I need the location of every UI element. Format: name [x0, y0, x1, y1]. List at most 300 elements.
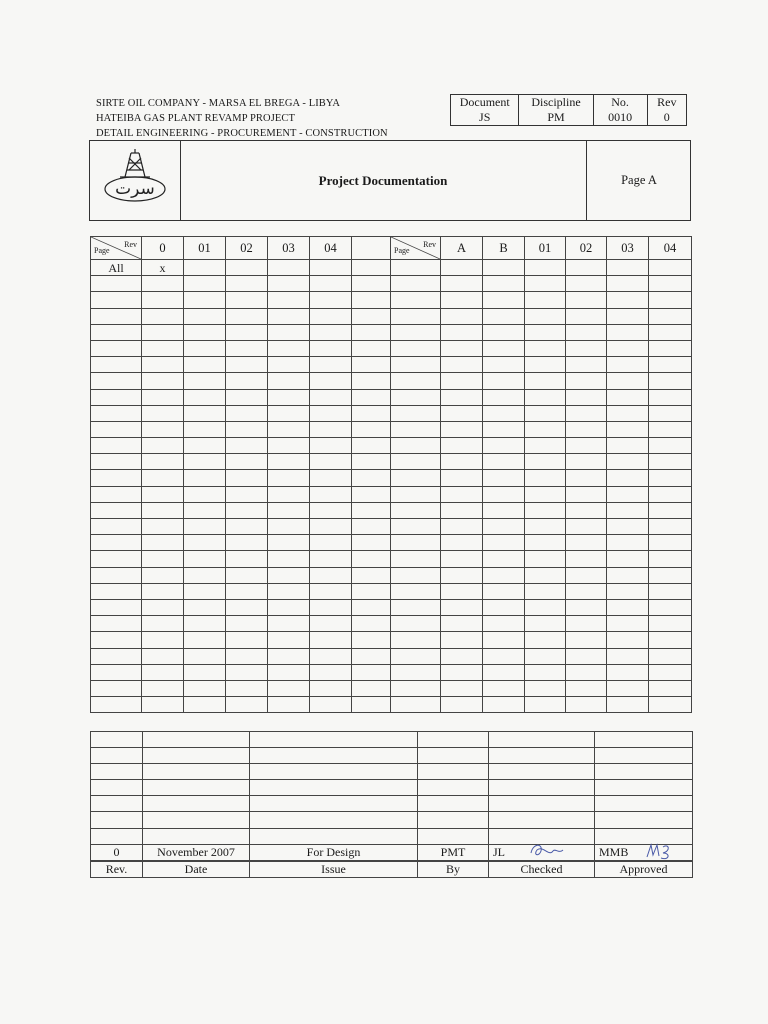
revision-rev-label: Rev. [91, 861, 143, 878]
right-grid-cell [649, 697, 692, 713]
revision-date-label: Date [143, 861, 250, 878]
table-row [91, 519, 391, 535]
right-col-header: 02 [566, 237, 607, 260]
left-grid-cell [91, 454, 142, 470]
right-grid-cell [649, 632, 692, 648]
handwritten-signature-icon [527, 841, 567, 861]
right-grid-cell [566, 373, 607, 389]
right-grid-cell [391, 373, 441, 389]
revision-cell [489, 764, 595, 780]
table-row [391, 616, 692, 632]
table-row [91, 599, 391, 615]
rev-grid-right [390, 236, 692, 713]
left-grid-cell [142, 567, 184, 583]
left-col-header: 0 [142, 237, 184, 260]
left-grid-cell [310, 470, 352, 486]
right-grid-cell [649, 567, 692, 583]
left-grid-cell [352, 632, 391, 648]
title-cell [181, 141, 585, 220]
right-grid-cell [566, 583, 607, 599]
right-grid-cell [391, 567, 441, 583]
right-grid-cell [391, 389, 441, 405]
right-grid-cell [441, 405, 483, 421]
right-grid-cell [649, 599, 692, 615]
revision-cell [143, 828, 250, 844]
table-row [91, 324, 391, 340]
revision-by-label: By [418, 861, 489, 878]
left-grid-cell [352, 357, 391, 373]
left-grid-cell [226, 389, 268, 405]
right-corner-cell [391, 237, 441, 260]
right-grid-cell [483, 438, 525, 454]
right-grid-cell [483, 535, 525, 551]
left-grid-cell [142, 357, 184, 373]
right-grid-cell [483, 421, 525, 437]
left-grid-cell [226, 438, 268, 454]
revision-empty-row [91, 780, 693, 796]
left-grid-cell [91, 616, 142, 632]
right-grid-cell [525, 405, 566, 421]
right-grid-cell [566, 340, 607, 356]
right-grid-cell [441, 567, 483, 583]
left-grid-cell [142, 454, 184, 470]
right-grid-cell [607, 551, 649, 567]
left-grid-cell [142, 373, 184, 389]
right-grid-cell [483, 583, 525, 599]
left-grid-cell [352, 405, 391, 421]
corner-page-label: Page [394, 246, 410, 255]
left-grid-cell [184, 632, 226, 648]
right-col-header: B [483, 237, 525, 260]
right-grid-cell [483, 664, 525, 680]
left-grid-cell [91, 697, 142, 713]
left-col-header: 04 [310, 237, 352, 260]
left-grid-cell [310, 308, 352, 324]
corner-rev-label: Rev [124, 240, 137, 249]
right-grid-cell [483, 308, 525, 324]
left-grid-cell [352, 308, 391, 324]
right-grid-cell [391, 697, 441, 713]
right-grid-cell [607, 470, 649, 486]
right-grid-cell [649, 405, 692, 421]
right-grid-cell [391, 421, 441, 437]
right-grid-cell [391, 583, 441, 599]
left-grid-cell [184, 276, 226, 292]
left-grid-cell [184, 340, 226, 356]
left-grid-cell [142, 421, 184, 437]
table-row [91, 583, 391, 599]
revision-approved-value: MMB [595, 844, 693, 861]
left-grid-cell [91, 389, 142, 405]
right-grid-cell [525, 308, 566, 324]
left-grid-cell [352, 599, 391, 615]
doc-code-value-discipline: PM [519, 110, 593, 126]
right-grid-cell [566, 632, 607, 648]
revision-cell [250, 812, 418, 828]
left-grid-cell [226, 599, 268, 615]
left-grid-cell [142, 519, 184, 535]
left-grid-cell [184, 470, 226, 486]
right-grid-cell [525, 632, 566, 648]
left-grid-cell [268, 599, 310, 615]
left-grid-cell [310, 421, 352, 437]
right-grid-cell [607, 373, 649, 389]
right-grid-cell [483, 697, 525, 713]
doc-code-value-number: 0010 [593, 110, 647, 126]
right-col-header: 01 [525, 237, 566, 260]
revision-cell [143, 732, 250, 748]
left-grid-cell [310, 340, 352, 356]
left-grid-cell [142, 632, 184, 648]
right-grid-cell [566, 535, 607, 551]
left-grid-cell: All [91, 260, 142, 276]
left-corner-cell [91, 237, 142, 260]
left-grid-cell [184, 519, 226, 535]
right-grid-cell [391, 664, 441, 680]
table-row [391, 486, 692, 502]
right-grid-cell [566, 599, 607, 615]
right-grid-cell [525, 276, 566, 292]
left-grid-cell [226, 535, 268, 551]
right-grid-cell [483, 486, 525, 502]
rev-grid-left [90, 236, 391, 713]
left-grid-cell [268, 519, 310, 535]
left-grid-cell [142, 502, 184, 518]
right-grid-cell [566, 324, 607, 340]
right-grid-cell [483, 373, 525, 389]
table-row [91, 340, 391, 356]
table-row [91, 664, 391, 680]
left-grid-cell [268, 454, 310, 470]
left-grid-cell [142, 292, 184, 308]
revision-cell [143, 748, 250, 764]
company-logo-icon [90, 141, 180, 220]
right-grid-cell [607, 421, 649, 437]
right-grid-cell [483, 648, 525, 664]
right-grid-cell [483, 502, 525, 518]
document-code-box [450, 94, 687, 126]
right-grid-cell [483, 567, 525, 583]
left-grid-cell [184, 648, 226, 664]
right-grid-cell [391, 454, 441, 470]
right-grid-cell [566, 276, 607, 292]
revision-entry-row [91, 844, 693, 861]
left-grid-cell [310, 454, 352, 470]
right-grid-cell [441, 421, 483, 437]
table-row [91, 438, 391, 454]
right-grid-cell [649, 470, 692, 486]
left-grid-cell [91, 583, 142, 599]
right-grid-cell [607, 357, 649, 373]
revision-cell [418, 764, 489, 780]
right-grid-cell [607, 632, 649, 648]
revision-cell [418, 796, 489, 812]
right-header-row [391, 237, 692, 260]
right-grid-cell [483, 551, 525, 567]
table-row [391, 551, 692, 567]
table-row [391, 454, 692, 470]
table-row [91, 535, 391, 551]
right-grid-cell [566, 454, 607, 470]
left-grid-cell [310, 583, 352, 599]
table-row [91, 616, 391, 632]
left-grid-cell [310, 260, 352, 276]
left-grid-cell [142, 438, 184, 454]
left-grid-cell [226, 454, 268, 470]
left-grid-cell [352, 535, 391, 551]
left-grid-cell [184, 324, 226, 340]
left-grid-cell [352, 583, 391, 599]
right-grid-cell [649, 340, 692, 356]
right-grid-cell [649, 357, 692, 373]
right-grid-cell [607, 519, 649, 535]
right-grid-cell [607, 535, 649, 551]
right-grid-cell [441, 616, 483, 632]
right-grid-cell [391, 551, 441, 567]
left-grid-cell [226, 357, 268, 373]
left-grid-cell [352, 486, 391, 502]
left-grid-cell [352, 324, 391, 340]
revision-empty-row [91, 796, 693, 812]
right-grid-cell [441, 632, 483, 648]
left-grid-cell [226, 697, 268, 713]
left-grid-cell [226, 680, 268, 696]
left-grid-cell [226, 567, 268, 583]
left-grid-cell [91, 340, 142, 356]
right-grid-cell [441, 583, 483, 599]
right-grid-cell [441, 438, 483, 454]
right-grid-cell [607, 583, 649, 599]
left-grid-cell [310, 567, 352, 583]
right-grid-cell [441, 324, 483, 340]
revision-empty-row [91, 828, 693, 844]
left-grid-cell [268, 373, 310, 389]
left-grid-cell [184, 421, 226, 437]
table-row [91, 373, 391, 389]
left-grid-cell [352, 421, 391, 437]
table-row [391, 502, 692, 518]
right-grid-cell [607, 599, 649, 615]
right-grid-cell [441, 664, 483, 680]
table-row [391, 599, 692, 615]
revision-issue-value: For Design [250, 844, 418, 861]
right-grid-cell [607, 292, 649, 308]
table-row [391, 535, 692, 551]
left-grid-cell [268, 632, 310, 648]
logo-arabic-text: سرت [115, 179, 155, 199]
left-col-header: 03 [268, 237, 310, 260]
right-grid-cell [607, 502, 649, 518]
left-grid-cell [91, 324, 142, 340]
right-grid-cell [441, 551, 483, 567]
right-grid-cell [566, 486, 607, 502]
table-row [91, 389, 391, 405]
left-grid-cell [226, 340, 268, 356]
left-grid-cell [226, 308, 268, 324]
left-grid-cell [268, 260, 310, 276]
left-grid-cell [268, 276, 310, 292]
left-grid-cell [91, 292, 142, 308]
left-grid-cell [310, 680, 352, 696]
table-row [91, 551, 391, 567]
left-grid-cell [352, 454, 391, 470]
right-grid-cell [483, 276, 525, 292]
right-grid-cell [391, 260, 441, 276]
left-grid-cell [184, 583, 226, 599]
left-grid-cell [268, 308, 310, 324]
left-grid-cell [268, 567, 310, 583]
revision-cell [595, 732, 693, 748]
right-grid-cell [566, 567, 607, 583]
revision-by-value: PMT [418, 844, 489, 861]
left-grid-cell [352, 470, 391, 486]
right-grid-cell [525, 340, 566, 356]
right-col-header: A [441, 237, 483, 260]
right-grid-cell [607, 486, 649, 502]
left-grid-cell [310, 438, 352, 454]
left-grid-cell [91, 599, 142, 615]
left-grid-cell [226, 616, 268, 632]
right-grid-cell [441, 454, 483, 470]
left-grid-cell [184, 438, 226, 454]
left-grid-cell [142, 599, 184, 615]
right-grid-cell [441, 308, 483, 324]
left-header-row [91, 237, 391, 260]
right-grid-cell [607, 616, 649, 632]
right-grid-cell [391, 519, 441, 535]
left-col-header [352, 237, 391, 260]
right-grid-cell [391, 438, 441, 454]
left-grid-cell [184, 389, 226, 405]
project-header [96, 96, 388, 141]
left-grid-cell [310, 373, 352, 389]
right-grid-cell [483, 599, 525, 615]
left-col-header: 02 [226, 237, 268, 260]
left-grid-cell [142, 551, 184, 567]
left-grid-cell [91, 519, 142, 535]
handwritten-signature-icon [643, 841, 683, 861]
right-grid-cell [607, 697, 649, 713]
right-grid-cell [483, 324, 525, 340]
table-row [391, 324, 692, 340]
right-grid-cell [607, 648, 649, 664]
right-grid-cell [525, 583, 566, 599]
left-grid-cell [142, 340, 184, 356]
left-grid-cell [226, 421, 268, 437]
right-grid-cell [525, 438, 566, 454]
right-grid-cell [391, 535, 441, 551]
table-row [391, 567, 692, 583]
table-row [391, 519, 692, 535]
right-grid-cell [525, 454, 566, 470]
table-row [391, 292, 692, 308]
revision-cell [250, 748, 418, 764]
revision-empty-row [91, 748, 693, 764]
right-grid-cell [607, 260, 649, 276]
right-grid-cell [391, 308, 441, 324]
right-grid-cell [649, 308, 692, 324]
right-grid-cell [649, 551, 692, 567]
right-grid-cell [441, 697, 483, 713]
left-grid-cell [142, 616, 184, 632]
revision-cell [143, 812, 250, 828]
right-grid-cell [525, 421, 566, 437]
left-grid-cell [352, 438, 391, 454]
right-grid-cell [607, 438, 649, 454]
table-row [91, 421, 391, 437]
right-grid-cell [525, 357, 566, 373]
table-row [91, 680, 391, 696]
right-grid-cell [525, 551, 566, 567]
table-row [391, 405, 692, 421]
right-grid-cell [441, 486, 483, 502]
right-grid-cell [566, 680, 607, 696]
left-grid-cell [91, 405, 142, 421]
left-grid-cell [226, 551, 268, 567]
left-grid-cell [352, 502, 391, 518]
table-row [91, 502, 391, 518]
right-grid-cell [525, 648, 566, 664]
left-grid-cell [91, 502, 142, 518]
left-grid-cell [184, 680, 226, 696]
right-grid-cell [566, 357, 607, 373]
left-grid-cell [268, 357, 310, 373]
table-row [391, 260, 692, 276]
table-row [91, 470, 391, 486]
right-grid-cell [441, 373, 483, 389]
logo-cell [90, 141, 181, 220]
right-grid-cell [391, 357, 441, 373]
left-grid-cell [268, 583, 310, 599]
revision-cell [91, 812, 143, 828]
table-row [91, 276, 391, 292]
right-grid-cell [607, 324, 649, 340]
revision-cell [91, 732, 143, 748]
right-grid-cell [566, 292, 607, 308]
right-grid-cell [391, 599, 441, 615]
right-grid-cell [649, 519, 692, 535]
doc-code-header-number: No. [593, 95, 647, 111]
right-grid-cell [649, 260, 692, 276]
left-grid-cell [91, 421, 142, 437]
left-grid-cell [268, 616, 310, 632]
left-grid-cell [91, 567, 142, 583]
left-grid-cell [91, 535, 142, 551]
revision-cell [595, 780, 693, 796]
table-row [91, 308, 391, 324]
table-row [391, 373, 692, 389]
left-grid-cell [226, 470, 268, 486]
left-grid-cell [268, 680, 310, 696]
left-grid-cell [142, 535, 184, 551]
left-grid-cell [268, 324, 310, 340]
left-grid-cell [226, 373, 268, 389]
right-grid-cell [649, 648, 692, 664]
left-grid-cell [268, 292, 310, 308]
right-grid-cell [566, 308, 607, 324]
right-grid-cell [607, 389, 649, 405]
left-grid-cell [91, 664, 142, 680]
left-grid-cell [226, 405, 268, 421]
left-grid-cell [310, 697, 352, 713]
left-grid-cell [268, 664, 310, 680]
left-grid-cell [268, 535, 310, 551]
table-row [91, 697, 391, 713]
revision-cell [143, 764, 250, 780]
table-row [391, 340, 692, 356]
phase-line: DETAIL ENGINEERING - PROCUREMENT - CONSTRUCTION [96, 128, 388, 139]
left-grid-cell [91, 308, 142, 324]
